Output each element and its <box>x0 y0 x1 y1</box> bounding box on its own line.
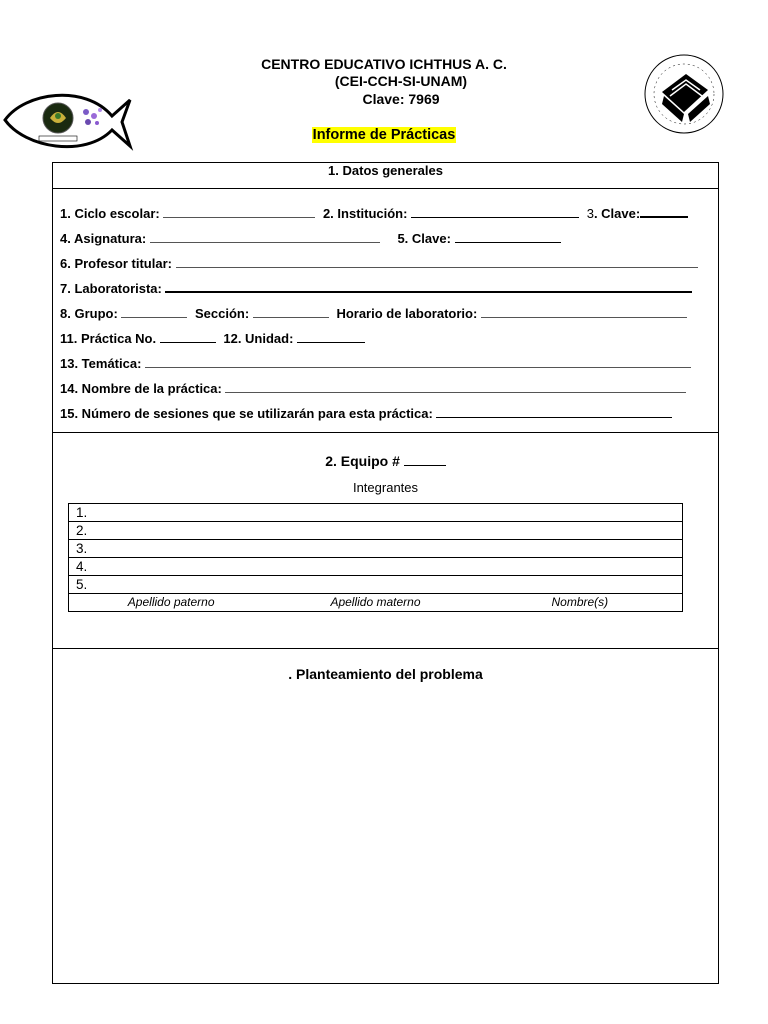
row-practica <box>60 331 365 346</box>
tematica-field[interactable] <box>145 357 691 368</box>
affiliation: (CEI-CCH-SI-UNAM) <box>334 73 468 89</box>
sesiones-field[interactable] <box>436 407 672 418</box>
table-row[interactable] <box>69 522 683 540</box>
asignatura-label: 4. Asignatura: <box>60 231 150 246</box>
row-tematica <box>60 356 691 371</box>
ciclo-field[interactable] <box>163 207 315 218</box>
section2-title: 2. Equipo # <box>325 453 404 469</box>
divider <box>53 188 718 189</box>
profesor-field[interactable] <box>176 257 698 268</box>
column-apellido-materno: Apellido materno <box>330 595 421 609</box>
column-nombres: Nombre(s) <box>551 595 609 609</box>
institucion-label: 2. Institución: <box>322 206 412 221</box>
asignatura-field[interactable] <box>150 232 380 243</box>
sesiones-label: 15. Número de sesiones que se utilizarán para esta práctica: <box>60 406 437 421</box>
school-clave: Clave: 7969 <box>362 91 440 107</box>
clave5-field[interactable] <box>455 232 561 243</box>
member-cell[interactable]: 1. <box>69 504 683 522</box>
member-cell[interactable]: 5. <box>69 576 683 594</box>
member-cell[interactable]: 3. <box>69 540 683 558</box>
divider <box>53 432 718 433</box>
unidad-label: 12. Unidad: <box>223 331 298 346</box>
horario-field[interactable] <box>481 307 687 318</box>
clave3-number: 3 <box>586 206 594 221</box>
practica-label: 11. Práctica No. <box>60 331 160 346</box>
row-nombre-practica <box>60 381 686 396</box>
clave3-field[interactable] <box>640 206 688 218</box>
clave3-label: . Clave: <box>593 206 641 221</box>
profesor-label: 6. Profesor titular: <box>60 256 176 271</box>
problem-statement-area[interactable] <box>53 693 718 983</box>
table-row[interactable] <box>69 576 683 594</box>
row-laboratorista <box>60 281 692 296</box>
column-apellido-paterno: Apellido paterno <box>127 595 215 609</box>
equipo-number-field[interactable] <box>404 455 446 466</box>
table-row[interactable] <box>69 540 683 558</box>
form-frame <box>52 162 719 984</box>
institucion-field[interactable] <box>411 207 579 218</box>
clave5-label: 5. Clave: <box>397 231 455 246</box>
member-cell[interactable]: 2. <box>69 522 683 540</box>
school-name: CENTRO EDUCATIVO ICHTHUS A. C. <box>261 56 507 72</box>
laboratorista-field[interactable] <box>165 281 692 293</box>
laboratorista-label: 7. Laboratorista: <box>60 281 166 296</box>
column-labels-row <box>69 594 683 612</box>
nombre-practica-field[interactable] <box>225 382 686 393</box>
row-grupo <box>60 306 687 321</box>
practica-field[interactable] <box>160 332 216 343</box>
report-title: Informe de Prácticas <box>312 127 456 143</box>
grupo-label: 8. Grupo: <box>60 306 122 321</box>
row-asignatura <box>60 231 561 246</box>
row-profesor <box>60 256 698 271</box>
members-table <box>68 503 683 612</box>
table-row[interactable] <box>69 558 683 576</box>
grupo-field[interactable] <box>121 307 187 318</box>
row-sesiones <box>60 406 672 421</box>
member-cell[interactable]: 4. <box>69 558 683 576</box>
table-row[interactable] <box>69 504 683 522</box>
row-ciclo-institucion <box>60 206 688 221</box>
seccion-field[interactable] <box>253 307 329 318</box>
seccion-label: Sección: <box>195 306 253 321</box>
tematica-label: 13. Temática: <box>60 356 146 371</box>
integrantes-label: Integrantes <box>352 480 419 495</box>
section3-title: . Planteamiento del problema <box>288 666 483 682</box>
divider <box>53 648 718 649</box>
horario-label: Horario de laboratorio: <box>336 306 481 321</box>
nombre-practica-label: 14. Nombre de la práctica: <box>60 381 226 396</box>
ciclo-label: 1. Ciclo escolar: <box>60 206 164 221</box>
unidad-field[interactable] <box>297 332 365 343</box>
section1-title: 1. Datos generales <box>328 163 443 178</box>
